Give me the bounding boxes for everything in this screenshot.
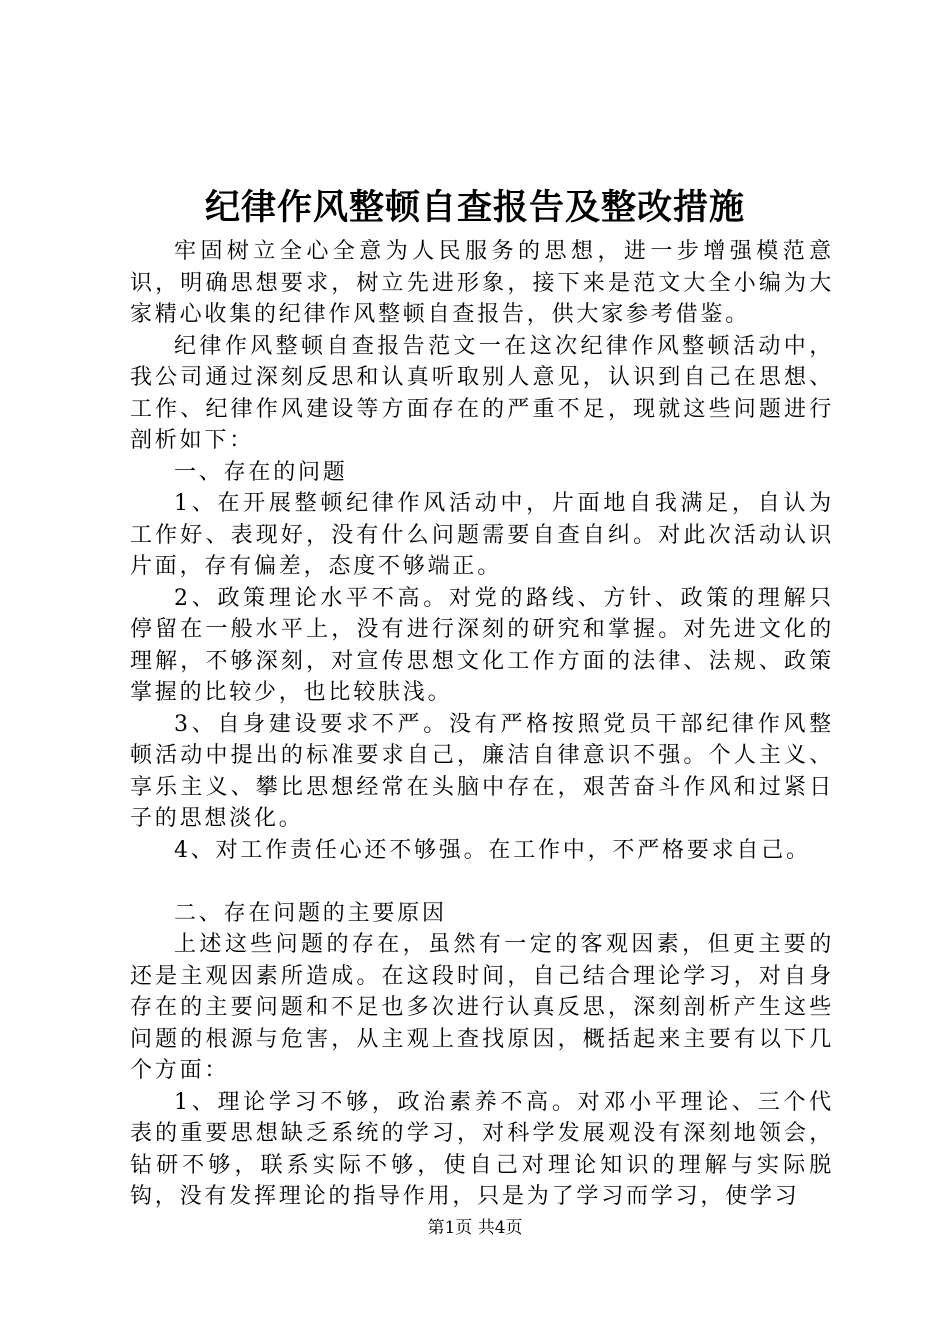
paragraph-problem-1: 1、在开展整顿纪律作风活动中，片面地自我满足，自认为工作好、表现好，没有什么问题需要自查自纠。对此次活动认识片面，存有偏差，态度不够端正。 [130, 491, 834, 579]
page-footer: 第1页 共4页 [427, 1218, 523, 1238]
paragraph-problem-2: 2、政策理论水平不高。对党的路线、方针、政策的理解只停留在一般水平上，没有进行深刻的研究和掌握。对先进文化的理解，不够深刻，对宣传思想文化工作方面的法律、法规、政策掌握的比较少，也比较肤浅。 [130, 585, 834, 705]
paragraph-overview: 纪律作风整顿自查报告范文一在这次纪律作风整顿活动中，我公司通过深刻反思和认真听取别人意见，认识到自己在思想、工作、纪律作风建设等方面存在的严重不足，现就这些问题进行剖析如下： [130, 333, 834, 453]
section-heading-causes: 二、存在问题的主要原因 [174, 900, 447, 926]
document-body [130, 236, 834, 1213]
paragraph-intro: 牢固树立全心全意为人民服务的思想，进一步增强模范意识，明确思想要求，树立先进形象，接下来是范文大全小编为大家精心收集的纪律作风整顿自查报告，供大家参考借鉴。 [130, 239, 834, 327]
blank-line [130, 866, 834, 898]
paragraph-causes-intro: 上述这些问题的存在，虽然有一定的客观因素，但更主要的还是主观因素所造成。在这段时间，自己结合理论学习，对自身存在的主要问题和不足也多次进行认真反思，深刻剖析产生这些问题的根源与危害，从主观上查找原因，概括起来主要有以下几个方面： [130, 932, 834, 1083]
section-heading-problems: 一、存在的问题 [174, 459, 348, 485]
paragraph-problem-3: 3、自身建设要求不严。没有严格按照党员干部纪律作风整顿活动中提出的标准要求自己，廉洁自律意识不强。个人主义、享乐主义、攀比思想经常在头脑中存在，艰苦奋斗作风和过紧日子的思想淡化。 [130, 711, 834, 831]
paragraph-problem-4: 4、对工作责任心还不够强。在工作中，不严格要求自己。 [174, 837, 811, 863]
paragraph-cause-1: 1、理论学习不够，政治素养不高。对邓小平理论、三个代表的重要思想缺乏系统的学习，对科学发展观没有深刻地领会，钻研不够，联系实际不够，使自己对理论知识的理解与实际脱钩，没有发挥理论的指导作用，只是为了学习而学习，使学习 [130, 1089, 834, 1209]
document-title: 纪律作风整顿自查报告及整改措施 [204, 187, 745, 228]
